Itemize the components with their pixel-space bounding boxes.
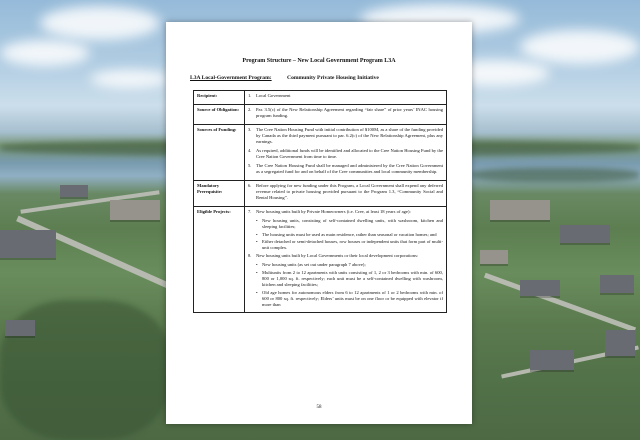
clause-number: 4. [248,147,252,153]
clause-number: 6. [248,182,252,188]
bullet-text: Old age homes for autonomous elders from 6 to 12 apartments of 1 or 2 bedrooms with min. of 600 or 800 sq. ft. respectively; Elders’ units must be on one floor or be equipped with elevator if more than [262,290,443,308]
table-row [194,206,447,313]
page-number: 58 [316,405,322,410]
table-row [194,104,447,124]
bullet-text: Either detached or semi-detached houses, row houses or independent units that form part of multi-unit complex. [262,239,443,251]
clause-number: 3. [248,126,252,132]
bullet-icon: • [256,262,258,268]
clause-text: Local Government [256,93,291,98]
clause-number: 5. [248,162,252,168]
numbered-clause [248,148,443,160]
numbered-clause [248,127,443,145]
bullet-text: New housing units (as set out under paragraph 7 above); [262,262,366,268]
program-subheading [190,75,379,81]
bullet-item [256,262,443,268]
row-content [245,180,447,206]
table-row [194,180,447,206]
table-row [194,91,447,105]
numbered-clause [248,183,443,201]
clause-text: New housing units built by Local Governments or their local development corporations: [256,253,419,259]
row-label: Recipient: [194,91,245,105]
bullet-icon: • [256,290,258,296]
clause-text: New housing units built by Private Homeowners (i.e. Cree, at least 18 years of age): [256,208,411,214]
clause-number: 8. [248,253,252,259]
bullet-text: Multiunits from 2 to 12 apartments with units consisting of 1, 2 or 3 bedrooms with min. of 600, 800 or 1,000 sq. ft. respectively; each unit must be a self-contained dwelling with washroom, kitchen and sleeping facilities; [262,270,443,288]
numbered-clause [248,163,443,175]
clause-text: As required, additional funds will be identified and allocated to the Cree Nation Housing Fund by the Cree Nation Government from time to time. [256,147,443,159]
program-table [193,90,447,313]
document-page [166,22,472,424]
subheading-value: Community Private Housing Initiative [287,75,379,81]
row-label: Mandatory Prerequisite: [194,180,245,206]
table-row [194,124,447,180]
row-label: Sources of Funding: [194,124,245,180]
row-content [245,206,447,313]
numbered-clause [248,93,443,99]
bullet-item [256,232,443,238]
bullet-item [256,218,443,230]
row-label: Eligible Projects: [194,206,245,313]
clause-number: 2. [248,106,252,112]
bullet-item [256,290,443,308]
row-content [245,91,447,105]
bullet-icon: • [256,231,258,237]
clause-text: Par. 3.5(c) of the New Relationship Agreement regarding “fair share” of prior years’ INAC housing program funding. [256,106,443,118]
row-content [245,124,447,180]
row-content [245,104,447,124]
clause-number: 1. [248,93,252,98]
subheading-label: L3A Local-Government Program: [190,75,272,81]
bullet-item [256,239,443,251]
bullet-icon: • [256,217,258,223]
document-title: Program Structure – New Local Government Program L3A [242,58,396,64]
bullet-text: New housing units, consisting of self-contained dwelling units, with washroom, kitchen and sleeping facilities; [262,217,443,229]
clause-number: 7. [248,208,252,214]
clause-text: The Cree Nation Housing Fund shall be managed and administered by the Cree Nation Government as a segregated fund for and on behalf of the Cree communities and local community membership. [256,162,443,174]
bullet-icon: • [256,270,258,276]
bullet-item [256,270,443,288]
numbered-clause [248,253,443,259]
clause-text: Before applying for new funding under this Program, a Local Government shall expend any deferred revenue related to private housing provided pursuant to the Program 1.3, “Community Social and Rental Housing”. [256,182,443,200]
numbered-clause [248,209,443,215]
numbered-clause [248,107,443,119]
bullet-icon: • [256,239,258,245]
clause-text: The Cree Nation Housing Fund with initial contribution of $100M, as a share of the funding provided by Canada as the third payment pursuant to par. 6.2(c) of the New Relationship Agreement, plus any earnings. [256,126,443,144]
row-label: Source of Obligation: [194,104,245,124]
bullet-text: The housing units must be used as main residence, rather than seasonal or vacation homes; and [262,231,437,237]
